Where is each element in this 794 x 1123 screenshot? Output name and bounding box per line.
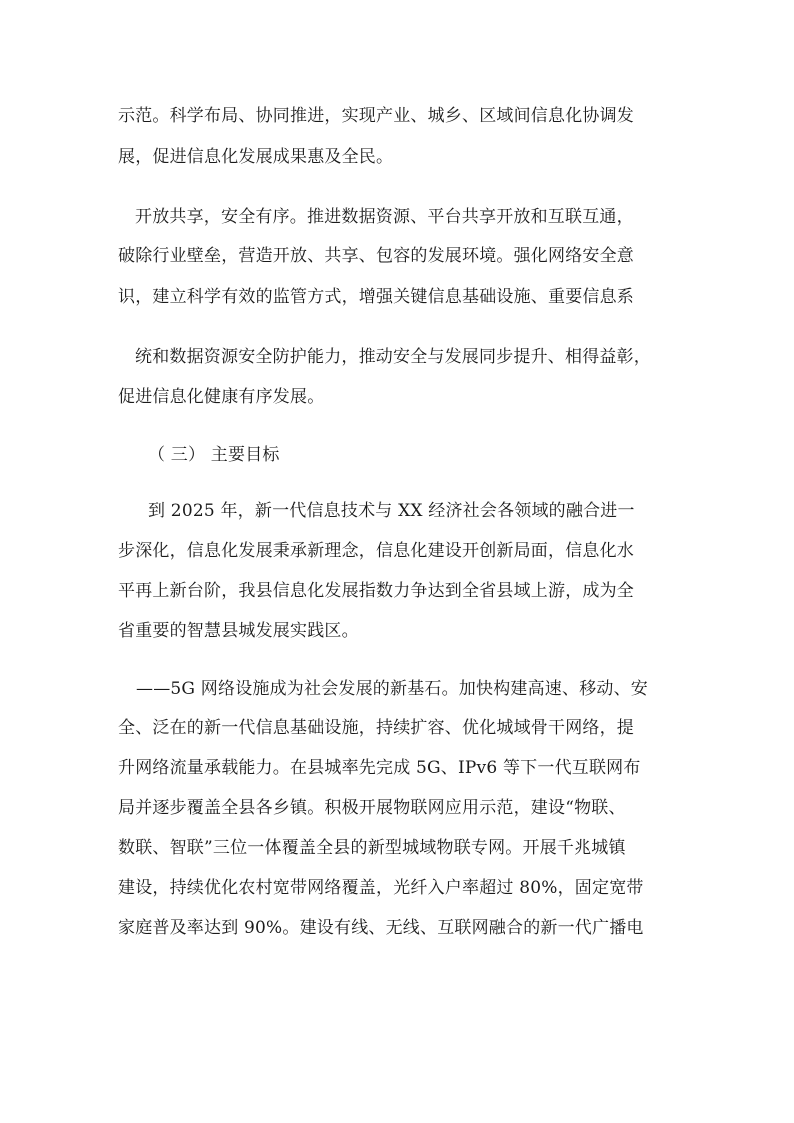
body-text-line: 省重要的智慧县城发展实践区。 [118, 621, 359, 641]
body-text-line: 识，建立科学有效的监管方式，增强关键信息基础设施、重要信息系 [118, 287, 634, 307]
paragraph-first-line: 开放共享，安全有序。推进数据资源、平台共享开放和互联互通， [135, 207, 634, 227]
body-text-line: 局并逐步覆盖全县各乡镇。积极开展物联网应用示范，建设“物联、 [118, 798, 626, 818]
paragraph-first-line: ——5G 网络设施成为社会发展的新基石。加快构建高速、移动、安 [136, 679, 648, 699]
body-text-line: 全、泛在的新一代信息基础设施，持续扩容、优化城域骨干网络，提 [118, 718, 634, 738]
paragraph-first-line: 到 2025 年，新一代信息技术与 XX 经济社会各领域的融合进一 [148, 501, 635, 521]
section-heading: （ 三） 主要目标 [148, 445, 280, 465]
body-text-line: 平再上新台阶，我县信息化发展指数力争达到全省县域上游，成为全 [118, 581, 634, 601]
body-text-line: 统和数据资源安全防护能力，推动安全与发展同步提升、相得益彰， [135, 347, 651, 367]
body-text-line: 促进信息化健康有序发展。 [118, 387, 325, 407]
body-text-line: 家庭普及率达到 90%。建设有线、无线、互联网融合的新一代广播电 [118, 918, 644, 938]
body-text-line: 破除行业壁垒，营造开放、共享、包容的发展环境。强化网络安全意 [118, 246, 634, 266]
body-text-line: 建设，持续优化农村宽带网络覆盖，光纤入户率超过 80%，固定宽带 [118, 878, 644, 898]
body-text-line: 步深化，信息化发展秉承新理念，信息化建设开创新局面，信息化水 [118, 541, 634, 561]
body-text-line: 数联、智联”三位一体覆盖全县的新型城域物联专网。开展千兆城镇 [118, 838, 626, 858]
body-text-line: 展，促进信息化发展成果惠及全民。 [118, 147, 394, 167]
body-text-line: 升网络流量承载能力。在县城率先完成 5G、IPv6 等下一代互联网布 [118, 758, 641, 778]
body-text-line: 示范。科学布局、协同推进，实现产业、城乡、区域间信息化协调发 [118, 106, 634, 126]
